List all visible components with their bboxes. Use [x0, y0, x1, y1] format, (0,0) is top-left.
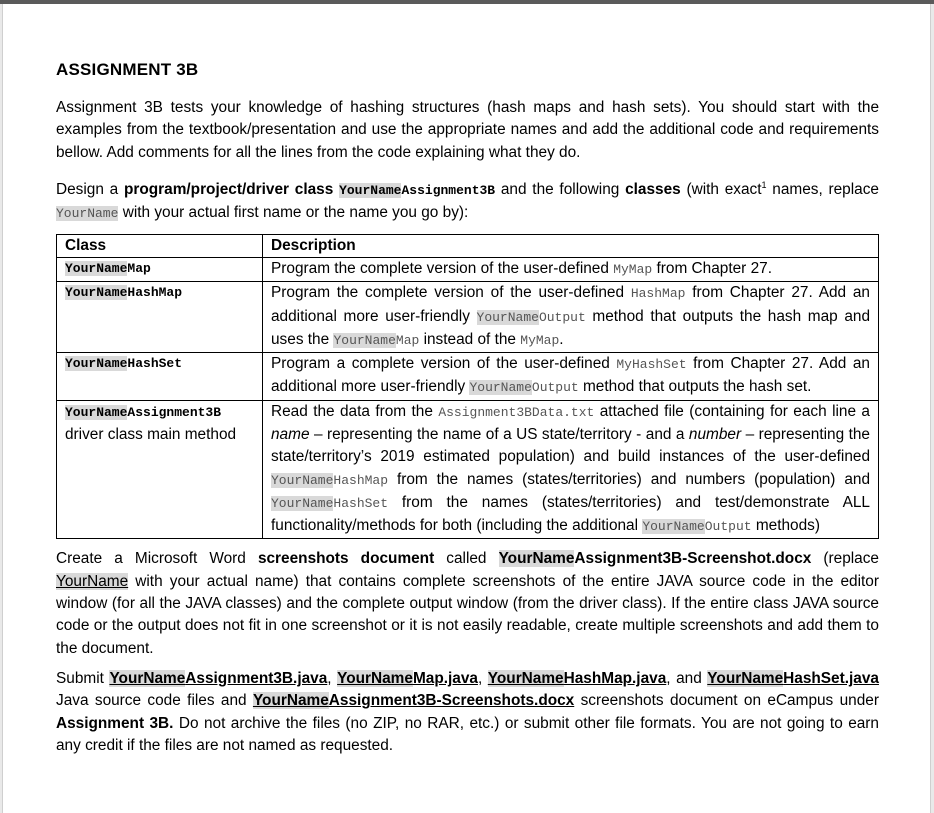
header-description: Description: [263, 234, 879, 257]
description-cell: Program the complete version of the user-defined MyMap from Chapter 27.: [263, 257, 879, 281]
document-page: [2, 4, 931, 813]
driver-class-note: driver class main method: [65, 425, 237, 443]
table-row: [57, 282, 879, 353]
submit-paragraph: Submit YourNameAssignment3B.java, YourNameMap.java, YourNameHashMap.java, and YourNameHashSet.java Java source code files and YourNameAssignment3B-Screenshots.docx screenshots document on eCampus under Assignment 3B. Do not archive the files (no ZIP, no RAR, etc.) or submit other file formats. You are not going to earn any credit if the files are not named as requested.: [56, 669, 879, 754]
table-row: [57, 400, 879, 539]
table-row: [57, 257, 879, 281]
class-name-cell: YourNameHashMap: [57, 282, 263, 353]
class-name-cell: YourNameHashSet: [57, 353, 263, 401]
intro-paragraph: Assignment 3B tests your knowledge of hashing structures (hash maps and hash sets). You should start with the examples from the textbook/presentation and use the appropriate names and add the additional code and requirements bellow. Add comments for all the lines from the code explaining what they do.: [56, 99, 879, 161]
description-cell: Read the data from the Assignment3BData.txt attached file (containing for each line a name – representing the name of a US state/territory - and a number – representing the state/territory’s 2019 estimated population) and build instances of the user-defined YourNameHashMap from the names (states/territories) and numbers (population) and YourNameHashSet from the names (states/territories) and test/demonstrate ALL functionality/methods for both (including the additional YourNameOutput methods): [263, 400, 879, 539]
class-name-cell: YourNameMap: [57, 257, 263, 281]
design-paragraph: Design a program/project/driver class YourNameAssignment3B and the following classes (with exact$^1$ names, replace YourName with your actual first name or the name you go by):: [56, 179, 879, 222]
document-content: [56, 60, 879, 757]
table-row: [57, 353, 879, 401]
assignment-title: ASSIGNMENT 3B: [56, 60, 199, 79]
header-class: Class: [57, 234, 263, 257]
table-header-row: [57, 234, 879, 257]
classes-table: [56, 234, 879, 540]
description-cell: Program the complete version of the user-defined HashMap from Chapter 27. Add an additional more user-friendly YourNameOutput method that outputs the hash map and uses the YourNameMap instead of the MyMap.: [263, 282, 879, 353]
screenshots-paragraph: Create a Microsoft Word screenshots document called YourNameAssignment3B-Screenshot.docx (replace YourName with your actual name) that contains complete screenshots of the entire JAVA source code in the editor window (for all the JAVA classes) and the complete output window (from the driver class). If the entire class JAVA source code or the output does not fit in one screenshot or it is not easily readable, create multiple screenshots and add them to the document.: [56, 550, 879, 657]
class-name-cell: YourNameAssignment3B driver class main method: [57, 400, 263, 539]
description-cell: Program a complete version of the user-defined MyHashSet from Chapter 27. Add an additional more user-friendly YourNameOutput method that outputs the hash set.: [263, 353, 879, 401]
